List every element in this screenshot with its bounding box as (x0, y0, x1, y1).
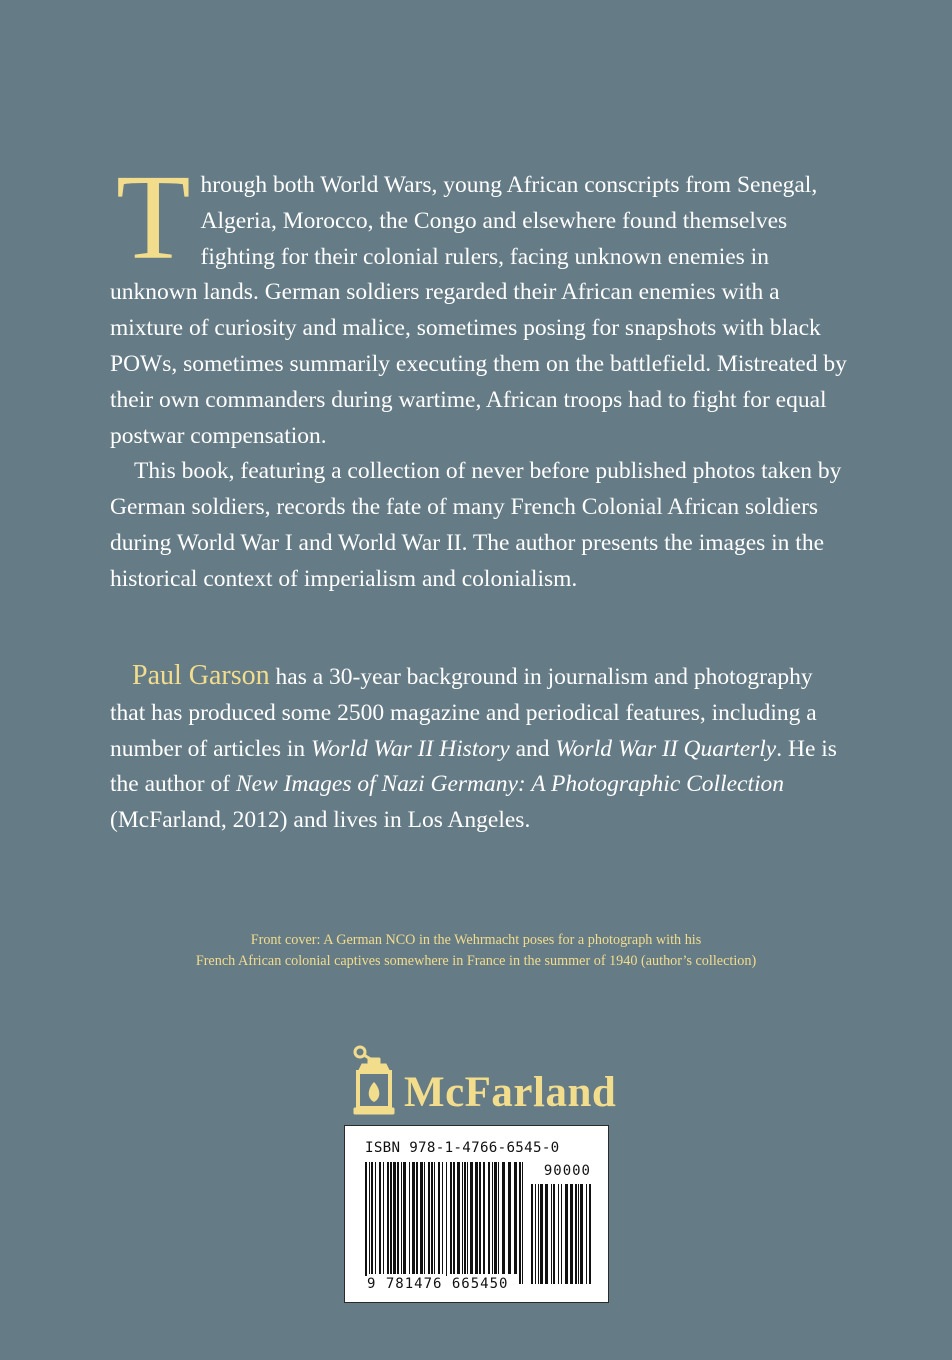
barcode-box (344, 1125, 609, 1303)
barcode-bar (379, 1162, 381, 1274)
barcode-bar (446, 1162, 447, 1284)
barcode-bar (442, 1162, 443, 1274)
barcode-bar (397, 1162, 399, 1274)
price-code: 90000 (543, 1163, 591, 1179)
barcode-addon-bar (570, 1184, 573, 1284)
barcode-bar (434, 1162, 435, 1274)
barcode-addon-bar (545, 1184, 548, 1284)
barcode-bar (453, 1162, 455, 1274)
barcode-bar (403, 1162, 406, 1274)
blurb-paragraph-1-text: hrough both World Wars, young African conscripts from Senegal, Algeria, Morocco, the Congo and elsewhere found themselves fighting for their colonial rulers, facing unknown enemies in unknown lands. German soldiers regarded their African enemies with a mixture of curiosity and malice, sometimes posing for snapshots with black POWs, sometimes summarily executing them on the battlefield. Mistreated by their own commanders during wartime, African troops had to fight for equal postwar compensation. (110, 172, 847, 449)
barcode-addon-bar (553, 1184, 555, 1284)
publisher-name: McFarland (404, 1069, 617, 1116)
barcode-addon-bar (531, 1184, 533, 1284)
barcode-bar (365, 1162, 367, 1284)
barcode-addon-bar (540, 1184, 543, 1284)
blurb-paragraph-1 (110, 150, 850, 454)
bio-text-d: (McFarland, 2012) and lives in Los Angeles. (110, 807, 531, 834)
barcode-addon-bar (565, 1184, 568, 1284)
barcode-bar (450, 1162, 452, 1274)
cover-caption (100, 930, 852, 972)
barcode-bar (428, 1162, 430, 1274)
barcode-bar (387, 1162, 389, 1274)
barcode-bar (514, 1162, 517, 1274)
caption-line-2: French African colonial captives somewhere in France in the summer of 1940 (author’s collection) (195, 953, 757, 969)
barcode-addon-bar (558, 1184, 559, 1284)
bio-title-2: World War II Quarterly (555, 735, 777, 762)
barcode-bar (393, 1162, 396, 1274)
barcode-bar (412, 1162, 415, 1274)
barcode-addon-bar (589, 1184, 591, 1284)
caption-line-1: Front cover: A German NCO in the Wehrmacht poses for a photograph with his (250, 932, 702, 948)
author-name: Paul Garson (132, 660, 270, 691)
bio-text-b: and (509, 735, 556, 762)
barcode-bar (371, 1162, 373, 1274)
barcode-bar (383, 1162, 384, 1274)
barcode-bar (462, 1162, 463, 1274)
barcode-bar (409, 1162, 410, 1274)
bio-title-1: World War II History (311, 735, 510, 762)
blurb-paragraph-2: This book, featuring a collection of never before published photos taken by German soldiers, records the fate of many French Colonial African soldiers during World War I and World War II. The author presents the images in the historical context of imperialism and colonialism. (110, 458, 842, 592)
barcode-addon-bar (535, 1184, 536, 1284)
barcode-bar (502, 1162, 505, 1274)
ean-digits: 9 781476 665450 (367, 1276, 509, 1292)
drop-cap: T (116, 150, 191, 285)
bio-title-3: New Images of Nazi Germany: A Photographic Collection (235, 771, 785, 798)
barcode-addon-bar (538, 1184, 539, 1284)
barcode-bar (492, 1162, 493, 1274)
barcode-bar (498, 1162, 499, 1274)
barcode-bar (401, 1162, 402, 1274)
barcode-addon-bar (580, 1184, 583, 1284)
barcode-addon-bar (578, 1184, 579, 1284)
barcode-bar (438, 1162, 440, 1274)
barcode-bar (424, 1162, 425, 1274)
barcode-bar (420, 1162, 423, 1274)
barcode-bar (464, 1162, 466, 1274)
blurb (110, 150, 850, 598)
bio-text-a: has a 30-year background in journalism and photography that has produced some 2500 magazine and periodical features, including a number of articles in (110, 664, 817, 762)
isbn-text: ISBN 978-1-4766-6545-0 (365, 1140, 560, 1156)
barcode-bar (457, 1162, 460, 1274)
publisher-logo (346, 1044, 616, 1120)
barcode-bar (416, 1162, 418, 1274)
barcode-bar (475, 1162, 478, 1274)
barcode-addon-bar (586, 1184, 587, 1284)
barcode-bar (494, 1162, 497, 1274)
barcode-addon-bar (575, 1184, 577, 1284)
barcode-bar (470, 1162, 473, 1274)
barcode-addon-bar (561, 1184, 562, 1284)
barcode-bar (519, 1162, 521, 1284)
barcode-bar (508, 1162, 511, 1274)
barcode-bar (375, 1162, 376, 1274)
author-bio (110, 658, 850, 839)
barcode-bar (369, 1162, 370, 1274)
barcode-bar (488, 1162, 490, 1274)
barcode-bar (522, 1162, 523, 1284)
barcode-bar (479, 1162, 481, 1274)
lantern-icon (346, 1044, 402, 1120)
barcode-addon-bar (551, 1184, 552, 1284)
barcode-bar (467, 1162, 468, 1274)
barcode-bar (431, 1162, 433, 1274)
barcode-bar (483, 1162, 485, 1274)
barcode-bar (390, 1162, 392, 1274)
bio-text-c: . He is the author of (110, 735, 837, 798)
